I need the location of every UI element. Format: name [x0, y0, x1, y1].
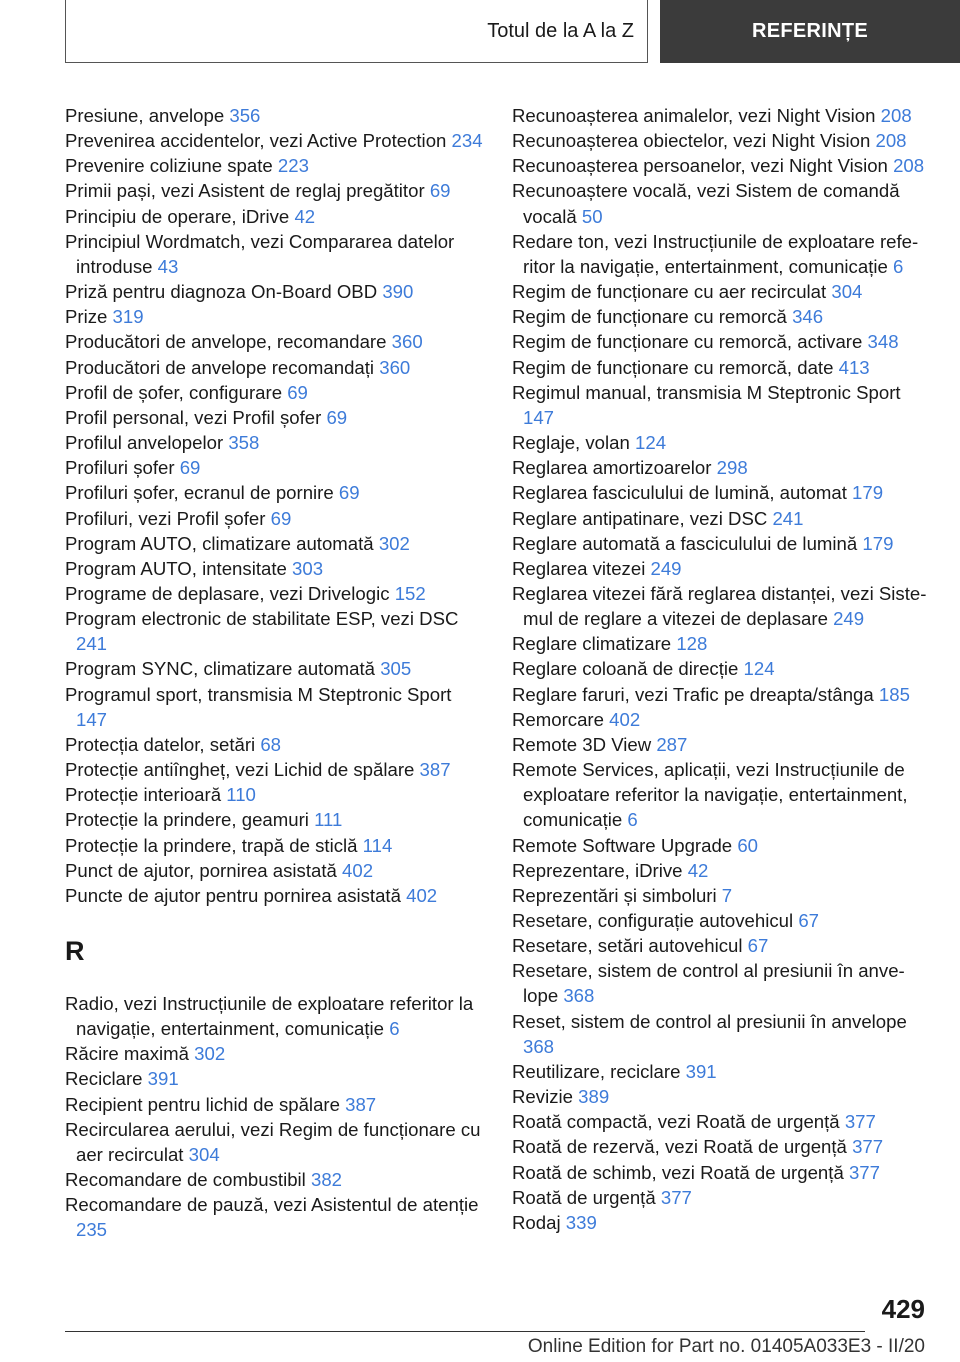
index-entry-text: Reglare antipatinare, vezi DSC	[512, 507, 768, 529]
index-entry-page-link[interactable]: 179	[862, 532, 894, 554]
index-entry	[512, 531, 932, 556]
index-entry-text: Radio, vezi Instrucțiunile de exploatare referitor la navigație, entertainment, comunicație	[65, 993, 474, 1040]
index-entry	[512, 1185, 932, 1210]
index-entry-page-link[interactable]: 110	[226, 784, 256, 806]
index-entry-page-link[interactable]: 358	[228, 432, 260, 454]
index-entry-page-link[interactable]: 69	[326, 406, 348, 428]
index-entry-page-link[interactable]: 339	[565, 1211, 597, 1233]
index-entry-page-link[interactable]: 377	[844, 1111, 876, 1133]
index-entry	[512, 908, 932, 933]
index-entry-page-link[interactable]: 377	[852, 1136, 884, 1158]
index-entry-page-link[interactable]: 6	[893, 255, 904, 277]
index-entry-page-link[interactable]: 43	[157, 255, 179, 277]
footer-edition-text: Online Edition for Part no. 01405A033E3 - II/20	[527, 1336, 925, 1357]
index-entry-text: Protecție antiîngheț, vezi Lichid de spălare	[65, 759, 415, 781]
index-entry-text: Reglare coloană de direcție	[512, 658, 739, 680]
index-entry-text: Roată compactă, vezi Roată de urgență	[512, 1111, 840, 1133]
index-entry-page-link[interactable]: 69	[179, 457, 201, 479]
index-entry	[65, 991, 485, 1041]
index-entry-page-link[interactable]: 208	[875, 130, 907, 152]
index-entry-text: Recipient pentru lichid de spălare	[65, 1093, 340, 1115]
index-entry-text: Regim de funcționare cu remorcă	[512, 306, 787, 328]
index-entry	[65, 807, 485, 832]
index-entry-page-link[interactable]: 402	[609, 708, 641, 730]
index-entry	[65, 229, 485, 279]
index-entry	[65, 405, 485, 430]
index-entry	[65, 1167, 485, 1192]
index-entry-text: Reglarea fasciculului de lumină, automat	[512, 482, 847, 504]
index-entry-page-link[interactable]: 50	[581, 205, 603, 227]
index-entry-page-link[interactable]: 235	[76, 1219, 108, 1241]
index-entry-text: Reglarea amortizoarelor	[512, 457, 712, 479]
index-entry	[512, 229, 932, 279]
index-entry-text: Reglare automată a fasciculului de lumină	[512, 532, 858, 554]
index-entry	[65, 430, 485, 455]
index-entry-page-link[interactable]: 298	[716, 457, 748, 479]
index-entry-page-link[interactable]: 360	[379, 356, 411, 378]
index-entry-page-link[interactable]: 6	[389, 1018, 400, 1040]
index-entry	[512, 1160, 932, 1185]
index-entry-text: Recomandare de combustibil	[65, 1169, 306, 1191]
index-entry-page-link[interactable]: 42	[294, 205, 316, 227]
index-entry-text: Programul sport, transmisia M Steptronic Sport	[65, 683, 452, 705]
index-entry	[512, 1084, 932, 1109]
index-entry-page-link[interactable]: 360	[391, 331, 423, 353]
index-entry	[65, 329, 485, 354]
index-entry-page-link[interactable]: 67	[747, 935, 769, 957]
index-entry	[65, 380, 485, 405]
index-entry	[65, 732, 485, 757]
index-entry-text: Regim de funcționare cu aer recirculat	[512, 281, 827, 303]
index-entry-text: Reglarea vitezei	[512, 557, 646, 579]
index-entry	[512, 581, 932, 631]
index-entry-text: Resetare, setări autovehicul	[512, 935, 743, 957]
index-entry-page-link[interactable]: 387	[345, 1093, 377, 1115]
index-entry	[65, 204, 485, 229]
index-entry-text: Profil de șofer, configurare	[65, 381, 283, 403]
index-entry-page-link[interactable]: 303	[292, 557, 324, 579]
index-entry-text: Recunoașterea persoanelor, vezi Night Vision	[512, 155, 888, 177]
index-entry-page-link[interactable]: 42	[687, 859, 709, 881]
index-entry	[512, 304, 932, 329]
index-entry	[512, 1109, 932, 1134]
index-entry	[512, 329, 932, 354]
index-entry-page-link[interactable]: 302	[378, 532, 410, 554]
index-entry-text: Roată de rezervă, vezi Roată de urgență	[512, 1136, 847, 1158]
index-entry-page-link[interactable]: 67	[798, 910, 819, 931]
index-entry-text: Recomandare de pauză, vezi Asistentul de atenție	[65, 1194, 479, 1216]
index-list-r	[65, 991, 485, 1243]
index-entry-text: Prevenirea accidentelor, vezi Active Protection	[65, 130, 447, 152]
index-column-right	[512, 103, 932, 1235]
index-entry-text: Primii pași, vezi Asistent de reglaj pregătitor	[65, 180, 425, 202]
index-entry-page-link[interactable]: 249	[650, 557, 682, 579]
letter-heading: R	[65, 936, 85, 966]
index-entry-text: Reprezentare, iDrive	[512, 859, 683, 881]
index-entry-page-link[interactable]: 208	[893, 155, 925, 177]
index-entry-page-link[interactable]: 387	[419, 759, 451, 781]
index-entry	[65, 455, 485, 480]
header-section-title: Totul de la A la Z	[487, 19, 634, 42]
index-entry	[65, 782, 485, 807]
index-entry	[65, 682, 485, 732]
index-entry	[65, 506, 485, 531]
index-entry	[512, 933, 932, 958]
index-entry	[512, 103, 932, 128]
index-entry-page-link[interactable]: 249	[833, 608, 865, 630]
index-entry-text: Recircularea aerului, vezi Regim de funcționare cu aer recirculat	[65, 1118, 481, 1165]
index-entry-text: Priză pentru diagnoza On-Board OBD	[65, 281, 378, 303]
index-entry-page-link[interactable]: 179	[852, 482, 884, 504]
index-entry	[512, 958, 932, 1008]
index-entry	[65, 656, 485, 681]
index-entry-page-link[interactable]: 124	[635, 432, 667, 454]
index-column-left	[65, 103, 485, 1243]
index-entry-text: Regim de funcționare cu remorcă, date	[512, 356, 834, 378]
header-tab-label: REFERINȚE	[751, 20, 869, 42]
index-entry-text: Protecție la prindere, geamuri	[65, 809, 309, 831]
index-entry	[512, 833, 932, 858]
index-entry	[512, 506, 932, 531]
index-entry-text: Punct de ajutor, pornirea asistată	[65, 859, 337, 881]
index-entry-text: Roată de urgență	[512, 1186, 656, 1208]
index-entry	[512, 455, 932, 480]
index-entry-text: Rodaj	[512, 1211, 561, 1233]
index-entry-page-link[interactable]: 413	[838, 356, 870, 378]
index-entry	[512, 883, 932, 908]
index-entry-page-link[interactable]: 208	[880, 105, 912, 126]
index-entry	[65, 1066, 485, 1091]
index-entry-page-link[interactable]: 391	[147, 1068, 179, 1090]
index-entry-text: Protecție la prindere, trapă de sticlă	[65, 834, 358, 856]
index-entry-page-link[interactable]: 382	[310, 1169, 343, 1191]
index-entry	[512, 153, 932, 178]
index-entry-text: Reglaje, volan	[512, 432, 630, 454]
index-entry	[65, 480, 485, 505]
index-entry	[512, 858, 932, 883]
index-entry-page-link[interactable]: 391	[685, 1060, 717, 1082]
index-entry	[512, 128, 932, 153]
index-entry-text: Reutilizare, reciclare	[512, 1060, 681, 1082]
index-entry-page-link[interactable]: 346	[792, 306, 824, 328]
index-entry-page-link[interactable]: 356	[229, 105, 261, 126]
index-entry	[512, 757, 932, 832]
index-entry-text: Remote Services, aplicații, vezi Instrucțiunile de exploatare referitor la navigație, entertainment, comunicație	[512, 759, 908, 831]
header-tab[interactable]	[660, 0, 960, 63]
index-entry-page-link[interactable]: 241	[76, 633, 108, 655]
index-entry-text: Regimul manual, transmisia M Steptronic Sport	[512, 381, 901, 403]
index-entry-page-link[interactable]: 69	[429, 180, 451, 202]
index-entry	[65, 833, 485, 858]
index-entry-page-link[interactable]: 223	[277, 155, 309, 177]
index-entry	[512, 430, 932, 455]
index-entry-page-link[interactable]: 304	[831, 281, 863, 303]
index-entry	[65, 1092, 485, 1117]
index-entry	[512, 380, 932, 430]
index-entry	[512, 707, 932, 732]
index-entry-text: Program AUTO, climatizare automată	[65, 532, 374, 554]
index-entry-page-link[interactable]: 302	[194, 1043, 226, 1065]
index-entry	[65, 1192, 485, 1242]
index-entry-text: Program AUTO, intensitate	[65, 557, 287, 579]
index-entry-page-link[interactable]: 389	[578, 1086, 610, 1108]
index-entry-text: Revizie	[512, 1086, 573, 1108]
index-entry-page-link[interactable]: 304	[188, 1143, 220, 1165]
index-entry-text: Profil personal, vezi Profil șofer	[65, 406, 322, 428]
index-entry	[512, 279, 932, 304]
index-entry	[65, 883, 485, 908]
index-entry-text: Reprezentări și simboluri	[512, 884, 717, 906]
index-entry-page-link[interactable]: 69	[338, 482, 360, 504]
index-entry-page-link[interactable]: 69	[287, 381, 308, 403]
index-entry-text: Prevenire coliziune spate	[65, 155, 273, 177]
index-entry-text: Roată de schimb, vezi Roată de urgență	[512, 1161, 844, 1183]
index-entry	[512, 355, 932, 380]
index-entry-page-link[interactable]: 287	[656, 733, 688, 755]
index-entry	[512, 178, 932, 228]
index-entry-text: Resetare, sistem de control al presiunii în anvelope	[512, 960, 905, 1007]
index-entry-text: Principiul Wordmatch, vezi Compararea datelor introduse	[65, 230, 455, 277]
index-entry	[512, 732, 932, 757]
index-entry-page-link[interactable]: 68	[260, 733, 282, 755]
index-entry-text: Redare ton, vezi Instrucțiunile de exploatare referitor la navigație, entertainment, comunicație	[512, 230, 919, 277]
index-entry	[512, 1210, 932, 1235]
index-entry-page-link[interactable]: 147	[523, 406, 555, 428]
index-entry	[65, 1117, 485, 1167]
index-entry-text: Producători de anvelope, recomandare	[65, 331, 387, 353]
index-entry-page-link[interactable]: 241	[772, 507, 804, 529]
index-entry	[512, 480, 932, 505]
index-entry	[65, 858, 485, 883]
footer-divider	[65, 1331, 865, 1332]
index-entry	[65, 128, 485, 153]
index-entry	[65, 581, 485, 606]
index-entry-page-link[interactable]: 69	[270, 507, 292, 529]
index-entry	[65, 103, 485, 128]
index-entry-page-link[interactable]: 377	[848, 1161, 880, 1183]
index-entry-page-link[interactable]: 124	[743, 658, 775, 680]
index-entry	[65, 355, 485, 380]
index-entry-page-link[interactable]: 348	[867, 331, 899, 353]
index-entry-page-link[interactable]: 6	[627, 809, 638, 831]
index-entry	[65, 304, 485, 329]
index-entry	[512, 682, 932, 707]
index-entry-page-link[interactable]: 111	[314, 809, 343, 831]
index-entry-text: Profiluri șofer	[65, 457, 175, 479]
index-entry-page-link[interactable]: 368	[523, 1035, 555, 1057]
index-entry-text: Program electronic de stabilitate ESP, vezi DSC	[65, 608, 459, 630]
index-entry-text: Protecție interioară	[65, 784, 222, 806]
index-entry-page-link[interactable]: 368	[563, 985, 595, 1007]
index-entry-page-link[interactable]: 114	[362, 834, 393, 856]
index-entry-text: Recunoașterea animalelor, vezi Night Vision	[512, 105, 876, 126]
index-entry-text: Reglare climatizare	[512, 633, 672, 655]
index-entry-page-link[interactable]: 60	[737, 834, 758, 856]
index-entry-text: Protecția datelor, setări	[65, 733, 256, 755]
index-entry-text: Recunoaștere vocală, vezi Sistem de comandă vocală	[512, 180, 900, 227]
index-entry-text: Remorcare	[512, 708, 604, 730]
index-entry-text: Resetare, configurație autovehicul	[512, 910, 794, 931]
index-entry-text: Profilul anvelopelor	[65, 432, 224, 454]
index-entry-page-link[interactable]: 390	[382, 281, 414, 303]
index-entry-text: Reciclare	[65, 1068, 143, 1090]
index-entry-text: Reset, sistem de control al presiunii în anvelope	[512, 1010, 907, 1032]
index-entry	[65, 606, 485, 656]
index-entry-text: Răcire maximă	[65, 1043, 189, 1065]
index-entry-page-link[interactable]: 319	[112, 306, 144, 328]
index-entry-page-link[interactable]: 147	[76, 708, 108, 730]
index-entry-text: Program SYNC, climatizare automată	[65, 658, 376, 680]
index-entry-page-link[interactable]: 402	[406, 884, 438, 906]
index-entry-text: Reglarea vitezei fără reglarea distanței, vezi Sistemul de reglare a vitezei de deplasare	[512, 582, 927, 630]
index-entry	[65, 556, 485, 581]
index-entry-page-link[interactable]: 234	[451, 130, 483, 152]
index-entry-text: Reglare faruri, vezi Trafic pe dreapta/stânga	[512, 683, 874, 705]
index-list-p	[65, 103, 485, 908]
index-entry-text: Prize	[65, 306, 108, 328]
index-entry-text: Profiluri, vezi Profil șofer	[65, 507, 266, 529]
header-section-title-box	[65, 0, 648, 63]
index-entry	[512, 631, 932, 656]
index-entry	[512, 1059, 932, 1084]
index-entry-text: Profiluri șofer, ecranul de pornire	[65, 482, 334, 504]
index-entry	[512, 656, 932, 681]
index-entry-text: Puncte de ajutor pentru pornirea asistată	[65, 884, 401, 906]
index-entry	[512, 556, 932, 581]
index-entry-page-link[interactable]: 128	[676, 633, 708, 655]
index-entry-page-link[interactable]: 402	[342, 859, 374, 881]
index-entry-text: Presiune, anvelope	[65, 105, 225, 126]
index-entry-page-link[interactable]: 7	[721, 884, 733, 906]
index-entry-page-link[interactable]: 152	[394, 582, 426, 604]
index-entry-text: Remote 3D View	[512, 733, 652, 755]
index-entry-page-link[interactable]: 377	[660, 1186, 692, 1208]
index-entry-page-link[interactable]: 305	[380, 658, 412, 680]
index-entry	[65, 153, 485, 178]
index-entry	[65, 279, 485, 304]
index-entry	[65, 757, 485, 782]
index-entry-text: Principiu de operare, iDrive	[65, 205, 290, 227]
index-list-r-continued	[512, 103, 932, 1235]
index-entry-text: Recunoașterea obiectelor, vezi Night Vision	[512, 130, 871, 152]
index-entry	[65, 1041, 485, 1066]
index-entry	[65, 178, 485, 203]
index-entry-text: Producători de anvelope recomandați	[65, 356, 375, 378]
index-entry-text: Programe de deplasare, vezi Drivelogic	[65, 582, 390, 604]
index-entry-text: Regim de funcționare cu remorcă, activare	[512, 331, 863, 353]
index-entry	[512, 1009, 932, 1059]
index-entry	[65, 531, 485, 556]
index-entry-page-link[interactable]: 185	[878, 683, 910, 705]
index-entry	[512, 1134, 932, 1159]
page-number: 429	[881, 1294, 925, 1324]
index-entry-text: Remote Software Upgrade	[512, 834, 733, 856]
